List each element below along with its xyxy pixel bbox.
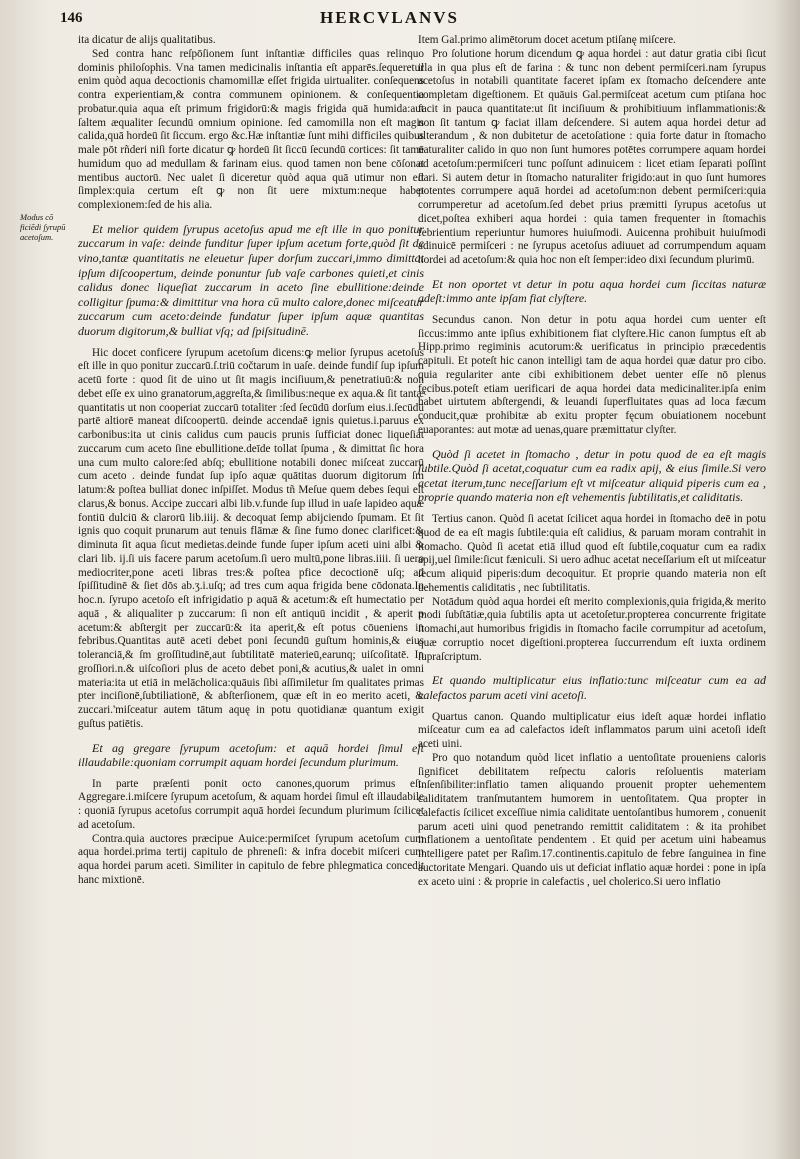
- page-edge-shadow: [774, 0, 800, 1159]
- lemma-paragraph: Et non oportet vt detur in potu aqua hordei cum ſiccitas naturæ adeſt:immo ante ipſam fiat clyſtere.: [418, 276, 766, 306]
- commentary-paragraph: Secundus canon. Non detur in potu aqua hordei cum uenter eſt ſiccus:immo ante ipſius exhibitionem fiat clyſtere.Hic canon ſumptus eſt ab Hipp.primo regiminis acutorum:& uerificatus in principio præcedentis capituli. Et poteſt hic canon intelligi tam de aqua hordei quæ datur pro cibo. quia regulariter ante cibi exhibitionem debet uenter eſſe nō plenus fęcibus.poteſt etiam uerificari de aqua hordei data medicinaliter.ipſa enim habet uirtutem abſtergendi, & leuandi ſuperfluitates quas ad loca fæcum conducit,quæ prohibitæ ab exitu propter fęcum obuiationem nocebunt euaporantes: aut motæ ad uenas,quare præmittatur clyſter.: [418, 313, 766, 436]
- running-title: HERCVLANVS: [320, 8, 460, 27]
- lemma-paragraph: Et ag gregare ſyrupum acetoſum: et aquā hordei ſimul eſt illaudabile:quoniam corrumpit aquam hordei ſecundum plurimum.: [78, 740, 424, 770]
- commentary-paragraph: Pro quo notandum quòd licet inflatio a uentoſitate proueniens caloris ſignificet debilitatem reſpectu caloris reſoluentis materiam inſenſibiliter:inflatio tamen aliquando prouenit propter uehementem caliditatem tranſmutantem humorem in uentoſitatem. Qua propter in calefactis ſcilicet exceſſiue nimia caliditate uentoſantibus humorem , conuenit parum aceti uini quod penetrando remittit caliditatem : & ita prohibet inflationem a uentoſitate pendentem . Et quid per acetum uini habeamus intelligere patet per Raſim.17.continentis.capitulo de febre ſanguinea in fine auctoritate Mengari. Quando uis ut deficiat inflatio aquæ hordei : pone in ipſa ex aceto uini : & proprie in calefactis , uel cholerico.Si uero inflatio: [418, 751, 766, 888]
- commentary-paragraph: In parte præſenti ponit octo canones,quorum primus eſt. Aggregare.i.miſcere ſyrupum acetoſum, & aquam hordei ſimul eſt illaudabile : quoniā ſyrupus acetoſus corrumpit aquā hordei ſecundum plurimum ſcilicet ad acetoſum.: [78, 777, 424, 831]
- commentary-paragraph: Notādum quòd aqua hordei eſt merito complexionis,quia frigida,& merito modi ſubſtātiæ,quia ſubtilis apta ut acetoſetur.propterea concurrente frigitate ſtomachi,aut humoribus frigidis in ſtomacho facile corrumpitur ad acetoſum, quæ corruptio nocet digeſtioni.propterea ſuccurrendum eſt iuxta ordinem ſupraſcriptum.: [418, 595, 766, 663]
- commentary-paragraph: ita dicatur de alijs qualitatibus.: [78, 34, 216, 46]
- right-text-column: [418, 34, 766, 1149]
- left-text-column: [78, 34, 424, 1149]
- lemma-paragraph: Et quando multiplicatur eius inflatio:tunc miſceatur cum ea ad calefactos parum aceti vini acetoſi.: [418, 673, 766, 702]
- commentary-paragraph: Tertius canon. Quòd ſi acetat ſcilicet aqua hordei in ſtomacho deē in potu quod de ea eſt magis ſubtile:quia eſt calidius, & paruam moram contrahit in ſtomacho. Quòd ſi acetat etiā illud quod eſt ſubtile,coquatur cum ea radix apij,uel ſimile:ſicut fæniculi. Si uero adhuc acetat neceſſarium eſt ut miſceatur ſecum aliquid piperis:dum decoquitur. Et proprie quando materia non eſt uehementis caliditatis , nec ſubtilitatis.: [418, 513, 766, 594]
- commentary-paragraph: Contra.quia auctores præcipue Auice:permiſcet ſyrupum acetoſum cum aqua hordei.prima tertij capitulo de phreneſi: & infra docebit miſceri cum aqua hordei parum aceti. Similiter in capitulo de febre phlegmatica concedit hanc mixtionē.: [78, 832, 424, 886]
- commentary-paragraph: Quartus canon. Quando multiplicatur eius ideſt aquæ hordei inflatio miſceatur cum ea ad calefactos ideſt inflammatos parum uini acetoſi ideſt aceti uini.: [418, 710, 766, 750]
- lemma-paragraph: Et melior quidem ſyrupus acetoſus apud me eſt ille in quo ponitur zuccarum in vaſe: deinde funditur ſuper ipſum acetum forte,quòd ſit de vino,tantæ quantitatis ne eleuetur ſuper dorſum zuccari,immo dimittat ipſum diſcoopertum, deinde ponuntur ſub vaſe carbones quieti,et cinis calidus donec liqueſiat zuccarum in aceto ſine ebullitione:deinde colligitur ſpuma:& dimittitur vna hora cū multo calore,donec miſceatur zuccarum cum aceto:deinde fundatur ſuper ipſum aquæ quantitas duorum digitorum,& bulliat vſq; ad ſpiſsitudinē.: [78, 221, 424, 338]
- commentary-paragraph: Sed contra hanc reſpōſionem ſunt inſtantiæ difficiles quas relinquo dominis philoſophis. Vna tamen medicinalis inſtantia eſt apparēs.ſequeretur enim quòd aqua decoctionis chamomillæ eſſet frigida uirtualiter. conſequens contra experientiam,& contra communem opinionem. & conſequentia probatur.quia aqua eſt primum frigidorū:& magis frigida quā humida:aut ſaltem æqualiter ſecundū omnium opinione. ſed camomilla non eſt magis calida,quā hordeū ſit ſiccum. ergo &c.Hæ inſtantiæ ſunt mihi difficiles quibus male pōt rñderi niſi forte dicatur ꝙ hordeū ſit ſiccū ſecundū cortices: ſit tamē humidum quo ad medullam & farinam eius. quod tamen non bene cōſonat mentibus auctorū. Nec ualet ſi diceretur quòd aqua quā utimur non eſt ſimplex:quia certum eſt ꝙ non ſit uere mixtum:neque habet complexionem:ſed de his alia.: [78, 47, 424, 211]
- page-number: 146: [60, 10, 83, 26]
- lemma-paragraph: Quòd ſi acetet in ſtomacho , detur in potu quod de ea eſt magis ſubtile.Quòd ſi acetat,coquatur cum ea radix apij, & eius ſimile.Si vero acetat iterum,tunc neceſſarium eſt vt miſceatur aliquid piperis cum ea , proprie quando materia non eſt vehementis ſubtilitatis,et caliditatis.: [418, 446, 766, 505]
- commentary-paragraph: Hic docet conficere ſyrupum acetoſum dicens:ꝙ melior ſyrupus acetoſus eſt ille in quo ponitur zuccarū.ſ.triū cočtarum in uaſe. deinde fundiſ ſup ipſum acetū forte : quod ſit de uino ut ſit magis inciſiuum,& penetratiuū:& non debet eſſe ex uino granatorum,aggreſta,& ſimilibus:neque ex aqua.& ſit tantæ quantitatis ut non cooperiat zuccarū totaliter :ſed ſecūdū dorſum eius.i.ſecūdū partē altiorē maneat diſcoopertū. deinde accendaē ignis quietus.i.paruus ex carbonibus:ita ut cinis calidus cum paucis prunis ſufficiat donec liqueſiat zuccarum cum aceto ſine ebullitione.deīde tollat ſpuma , & dimittat ſic hora una cum multo calore:ſed abſq; ebullitione notabili donec miſceat zuccarū cum aceto . deinde fundat ſup ipſo aquæ quātitas duorum digitorum ſm latum:& poſtea bulliat donec inſpiſſet. Modus tñ Meſue quem debes ſequi eſt clarus,& bonus. Accipe zuccari albi lib.v.funde ſup illud in uaſe lapideo aquæ fontiū dulciū & clarorū lib.iiij. & decoquat ſemp abijciendo ſpumam. Et ſit ignis quo coquit prunarum aut tenuis flāmæ & ſine fumo donec clarificet:& diminuta ſit aqua ſicut medietas.deinde funde ſuper ipſum aceti uini albi & clari lib. ij.ſi uis facere parum acetoſum.ſi uero multū,pone libras.iiii. ſi uero mediocriter,pone aceti libras tres:& poſtea pfice decoctionē uſq; ad ſpiſſitudinē & ſiet dōs ab.ʒ.i.uſq; ad tres cum aqua frigida bene cōdonata.In hoc.n. ſyrupo acetoſo eſt infrigidatio p aquā & acetum:& eſt humectatio per aquā , & aliqualiter p zuccarum: ſi non eſt antiquū incidit , & aperit p acetum:& abſtergit per zuccarū:& ita aperit,& eſt potus cōueniens in febribus.Quantitas autē aceti debet poni ſecundū guſtum hominis,& eius toleranciā,& ſm groſſitudinē,aut ſubtilitatē materieū,earunq; uiſcoſitatē. In groſſiori.n.& uiſcoſiori plus de aceto debet poni,& acutius,& ualet in omni materia:ita ut etiā in melācholica:quāuis ſibi aſſimiletur ſm qualitates primas pter inciſionē,ſubtiliationē, & abſterſionem, quæ eſt in eo merito aceti, & zuccari.'miſceatur autem tātum aquę in potu quotidianæ quantum exigit guſtus patiētis.: [78, 346, 424, 730]
- commentary-paragraph: Item Gal.primo alimētorum docet acetum ptiſanę miſcere.: [418, 34, 676, 46]
- margin-note: Modus cō ficiēdi ſyrupū acetoſum.: [20, 212, 66, 242]
- commentary-paragraph: Pro ſolutione horum dicendum ꝙ aqua hordei : aut datur gratia cibi ſicut illa in qua plus eſt de farina : & tunc non debent permiſceri.nam ſyrupus acetoſus in notabili quantitate faceret ipſam ex ſtomacho deſcendere ante completam digeſtionem. Et quāuis Gal.permiſceat acetum cum ptiſana hoc facit in pauca quantitate:ut ſit inciſiuum & prohibitiuum inflammationis:& non ſit tantum ꝙ faciat illam deſcendere. Si autem aqua hordei detur ad alterandum , & non dubitetur de acetoſatione : quia forte datur in ſtomacho naturaliter calido in quo non ſunt humores potētes corrumpere aquam hordei ad acetoſum:permiſceri tunc poſſunt adinuicem : licet etiam ſeparati poſſint dari. Si autem detur in ſtomacho naturaliter frigido:aut in quo ſunt humores potentes corrumpere aquā hordei ad acetoſum:non debent permiſceri:quia corrumperetur ad acetoſum.ſed debet prius præmitti ſyrupus acetoſus ut dicet,poſtea exhiberi aqua hordei : quia tamen frequenter in ſtomachis febrientium reperiuntur humores huiuſmodi. Auicenna prohibuit huiuſmodi adinuicē permiſceri : ne ſyrupus acetoſus adiuuet ad corrumpendum aquam hordei ad acetoſum:& quia hoc non eſt ſemper:ideo dixi ſecundum plurimū.: [418, 47, 766, 266]
